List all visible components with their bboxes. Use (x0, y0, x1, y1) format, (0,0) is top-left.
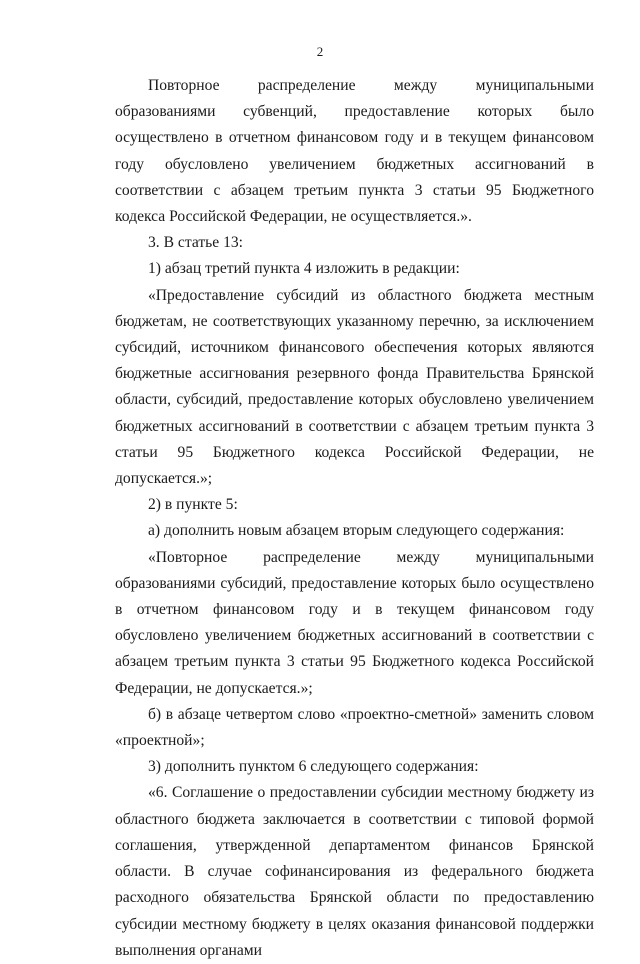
paragraph-item-1: 1) абзац третий пункта 4 изложить в редакции: (148, 260, 460, 278)
paragraph-item-3: 3) дополнить пунктом 6 следующего содержания: (148, 758, 479, 776)
page-number: 2 (316, 44, 324, 59)
paragraph-article-13-heading: 3. В статье 13: (148, 234, 244, 252)
paragraph-point-6: «6. Соглашение о предоставлении субсидии местному бюджету из областного бюджета заключается в соответствии с типовой формой соглашения, утвержденной департаментом финансов Брянской области. В случае софинансирования из федерального бюджета расходного обязательства Брянской области по предоставлению субсидии местному бюджету в целях оказания финансовой поддержки выполнения органами (115, 784, 594, 959)
document-body (115, 73, 594, 964)
paragraph-item-2: 2) в пункте 5: (148, 496, 238, 514)
paragraph-subitem-a: а) дополнить новым абзацем вторым следующего содержания: (148, 522, 565, 540)
paragraph-redistribution-subventions: Повторное распределение между муниципальными образованиями субвенций, предоставление которых было осуществлено в отчетном финансовом году и в текущем финансовом году обусловлено увеличением бюджетных ассигнований в соответствии с абзацем третьим пункта 3 статьи 95 Бюджетного кодекса Российской Федерации, не осуществляется.». (115, 77, 594, 226)
paragraph-subsidies-provision: «Предоставление субсидий из областного бюджета местным бюджетам, не соответствующих указанному перечню, за исключением субсидий, источником финансового обеспечения которых являются бюджетные ассигнования резервного фонда Правительства Брянской области, субсидий, предоставление которых обусловлено увеличением бюджетных ассигнований в соответствии с абзацем третьим пункта 3 статьи 95 Бюджетного кодекса Российской Федерации, не допускается.»; (115, 286, 594, 488)
paragraph-subitem-b: б) в абзаце четвертом слово «проектно-сметной» заменить словом «проектной»; (115, 705, 594, 750)
paragraph-redistribution-subsidies: «Повторное распределение между муниципальными образованиями субсидий, предоставление которых было осуществлено в отчетном финансовом году и в текущем финансовом году обусловлено увеличением бюджетных ассигнований в соответствии с абзацем третьим пункта 3 статьи 95 Бюджетного кодекса Российской Федерации, не допускается.»; (115, 548, 594, 697)
